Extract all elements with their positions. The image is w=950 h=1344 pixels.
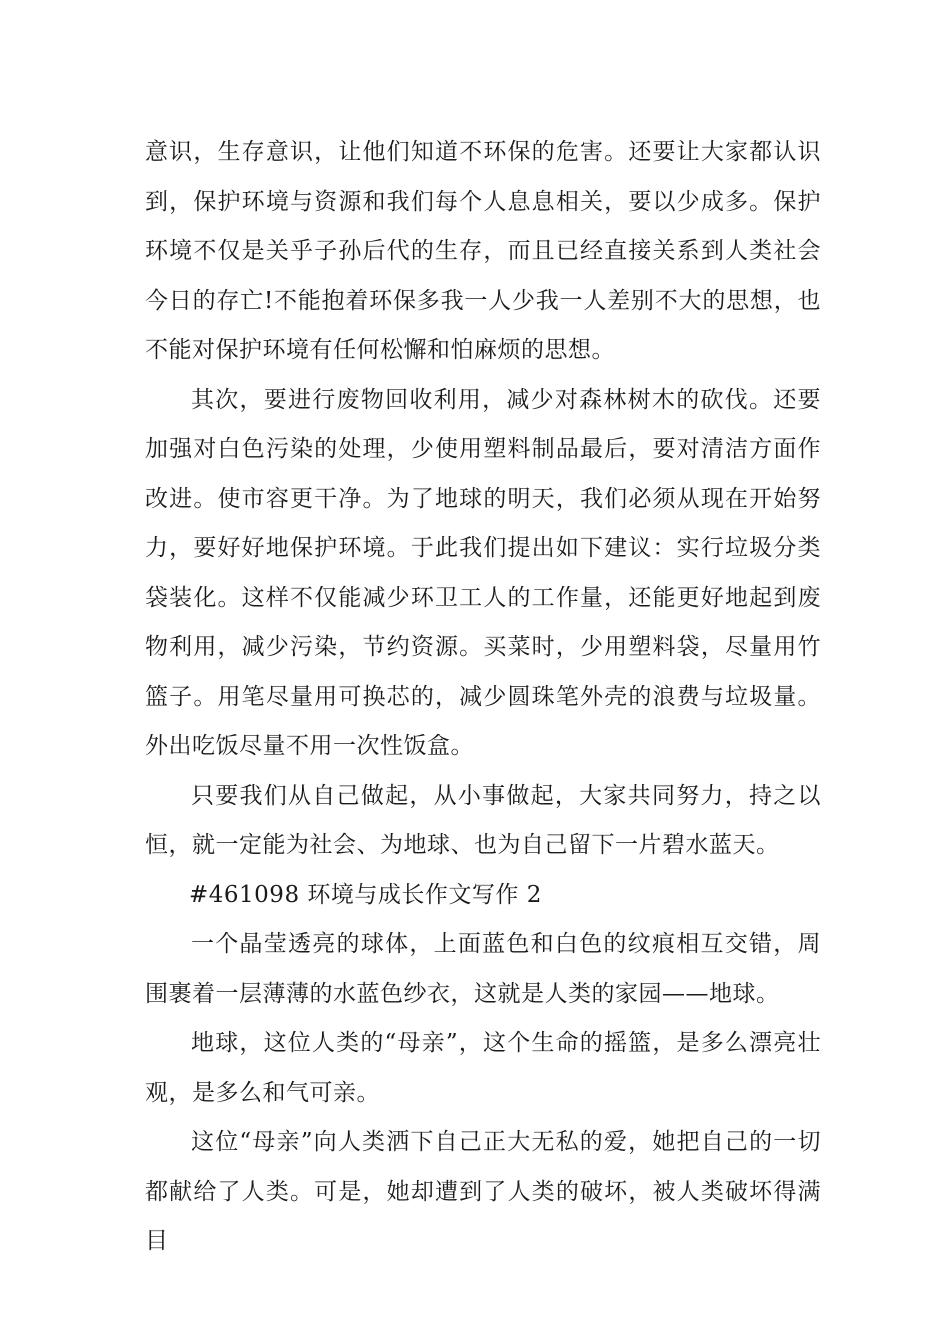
paragraph-environment-awareness: 意识，生存意识，让他们知道不环保的危害。还要让大家都认识到，保护环境与资源和我们每个人息息相关，要以少成多。保护环境不仅是关乎子孙后代的生存，而且已经直接关系到人类社会今日的存亡!不能抱着环保多我一人少我一人差别不大的思想，也不能对保护环境有任何松懈和怕麻烦的思想。 — [145, 139, 821, 363]
paragraph-mother-love: 这位“母亲”向人类洒下自己正大无私的爱，她把自己的一切都献给了人类。可是，她却遭到了人类的破坏，被人类破坏得满目 — [145, 1129, 821, 1254]
paragraph-earth-description: 一个晶莹透亮的球体，上面蓝色和白色的纹痕相互交错，周围裹着一层薄薄的水蓝色纱衣，这就是人类的家园——地球。 — [145, 931, 821, 1007]
paragraph-conclusion: 只要我们从自己做起，从小事做起，大家共同努力，持之以恒，就一定能为社会、为地球、也为自己留下一片碧水蓝天。 — [145, 782, 821, 858]
document-body — [145, 128, 821, 1267]
section-heading: #461098 环境与成长作文写作 2 — [189, 881, 542, 908]
paragraph-recycling-suggestions: 其次，要进行废物回收利用，减少对森林树木的砍伐。还要加强对白色污染的处理，少使用塑料制品最后，要对清洁方面作改进。使市容更干净。为了地球的明天，我们必须从现在开始努力，要好好地保护环境。于此我们提出如下建议：实行垃圾分类袋装化。这样不仅能减少环卫工人的工作量，还能更好地起到废物利用，减少污染，节约资源。买菜时，少用塑料袋，尽量用竹篮子。用笔尽量用可换芯的，减少圆珠笔外壳的浪费与垃圾量。外出吃饭尽量不用一次性饭盒。 — [145, 386, 821, 759]
paragraph-earth-mother: 地球，这位人类的“母亲”，这个生命的摇篮，是多么漂亮壮观，是多么和气可亲。 — [145, 1030, 821, 1106]
